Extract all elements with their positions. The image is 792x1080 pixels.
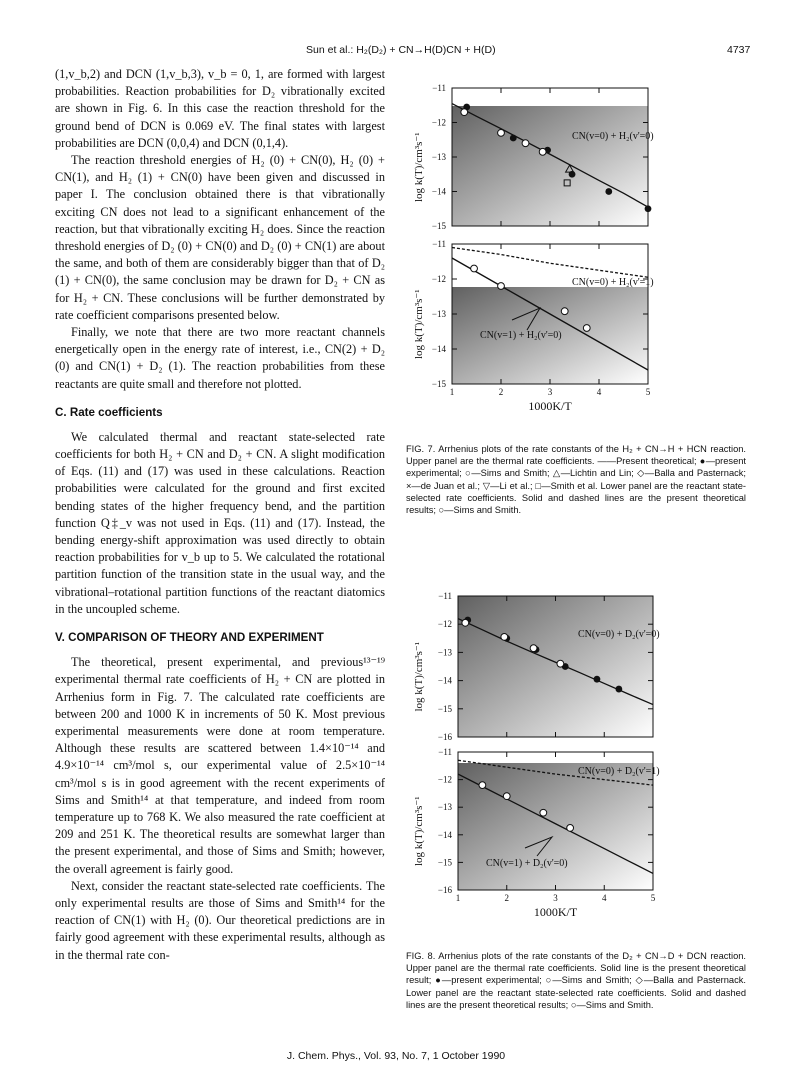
upper-panel-label: CN(v=0) + D₂(v'=0): [578, 629, 660, 640]
point-open-circle: [479, 782, 486, 789]
x-axis-label: 1000K/T: [528, 399, 572, 413]
figure-7-caption: FIG. 7. Arrhenius plots of the rate constants of the H₂ + CN→H + HCN reaction. Upper panel are the thermal rate coefficients. ——Present theoretical; ●—present experimental; ○—Sims and Smith; △—Lichtin and Lin; ◇—Balla and Pasternack; ×—de Juan et al.; ▽—Li et al.; □—Smith et al. Lower panel are the reactant state-selected rate coefficients. Solid and dashed lines are the present theoretical results; ○—Sims and Smith.: [406, 444, 746, 516]
point-open-circle: [540, 809, 547, 816]
point-filled-circle: [594, 676, 601, 683]
y-tick-label: −16: [437, 885, 452, 895]
y-tick-label: −12: [437, 619, 452, 630]
point-filled-circle: [615, 686, 622, 693]
figure-7-plot: [400, 82, 755, 434]
chart-panel-1: [432, 239, 654, 397]
chart-panel-1: [438, 747, 660, 903]
paragraph-1: (1,v_b,2) and DCN (1,v_b,3), v_b = 0, 1, are formed with largest probabilities. Reaction probabilities for D₂ vibrationally excited are shown in Fig. 6. In this case the reaction threshold for the ground bend of DCN is 0.069 eV. The final states with largest probabilities are DCN (0,0,4) and DCN (0,1,4).: [55, 67, 385, 150]
point-open-circle: [503, 793, 510, 800]
y-axis-label-lower: log k(T)/cm³s⁻¹: [413, 796, 425, 866]
figure-8-caption: FIG. 8. Arrhenius plots of the rate constants of the D₂ + CN→D + DCN reaction. Upper panel are the thermal rate coefficients. Solid line is the present theoretical result; ●—present experimental; ○—Sims and Smith; ◇—Balla and Pasternack. Lower panel are the reactant state-selected rate coefficients. Solid and dashed lines are the present theoretical results; ○—Sims and Smith.: [406, 951, 746, 1010]
y-tick-label: −15: [431, 379, 446, 389]
x-tick-label: 2: [498, 387, 504, 397]
lower-panel-label-bottom: CN(v=1) + H₂(v'=0): [480, 330, 562, 341]
y-tick-label: −13: [431, 309, 446, 319]
point-open-circle: [567, 825, 574, 832]
page-number: 4737: [727, 44, 751, 56]
chart-panel-0: [432, 83, 654, 231]
y-tick-label: −14: [431, 344, 446, 354]
x-tick-label: 4: [596, 387, 602, 397]
point-open-circle: [522, 140, 529, 147]
y-tick-label: −14: [437, 675, 452, 686]
page-footer: [0, 1050, 792, 1062]
y-tick-label: −13: [437, 647, 452, 658]
y-tick-label: −15: [431, 221, 446, 231]
point-open-circle: [471, 265, 478, 272]
point-open-circle: [501, 633, 508, 640]
x-tick-label: 1: [449, 387, 455, 397]
paragraph-2: The reaction threshold energies of H₂ (0) + CN(0), H₂ (0) + CN(1), and H₂ (1) + CN(0) have been given and discussed in paper I. The conclusion obtained there is that vibrationally exciting CN does not lead to a significant enhancement of the reaction, but that vibrationally exciting H₂ does. Since the reaction threshold energies of D₂ (0) + CN(0) and D₂ (0) + CN(1) are about the same, and both of them are considerably bigger than that of D₂ (1) + CN(0), the same conclusion may be drawn for D₂ + CN as for H₂ + CN. These conclusions will be further demonstrated by rate coefficient comparisons presented below.: [55, 153, 385, 322]
x-tick-label: 5: [645, 387, 651, 397]
chart-panel-0: [438, 591, 660, 742]
figure-8: [400, 590, 755, 932]
point-open-circle: [462, 619, 469, 626]
y-axis-label-lower: log k(T)/cm³s⁻¹: [413, 289, 425, 359]
section-v-heading: V. COMPARISON OF THEORY AND EXPERIMENT: [55, 631, 324, 645]
y-tick-label: −12: [437, 774, 452, 785]
section-c-paragraph: We calculated thermal and reactant state-selected rate coefficients for both H₂ + CN and D₂ + CN. A slight modification of Eqs. (11) and (17) was used in these calculations. Reaction probabilities were calculated for the ground and first excited bending states of the higher frequency bend, and the partition function Q‡_v was not used in Eqs. (11) and (17). Instead, the bending energy-shift approximation was used directly to obtain reaction probabilities for v_b up to 5. We calculated the rotational partition function of the transition state in the usual way, and the vibrational–rotational partition functions of the reactant diatomics in the uncoupled scheme.: [55, 429, 385, 616]
x-axis-label: 1000K/T: [533, 905, 578, 919]
section-v-paragraph-2: Next, consider the reactant state-selected rate coefficients. The only experimental results are those of Sims and Smith¹⁴ for the reaction of CN(1) with H₂ (0). Our theoretical predictions are in fairly good agreement with these experimental results, although as in the thermal rate con-: [55, 878, 385, 962]
running-title: Sun et al.: H₂(D₂) + CN→H(D)CN + H(D): [306, 44, 496, 56]
y-tick-label: −14: [431, 186, 446, 197]
y-tick-label: −13: [431, 152, 446, 162]
y-tick-label: −11: [432, 83, 446, 93]
lower-panel-label-top: CN(v=0) + D₂(v'=1): [578, 766, 660, 777]
point-open-circle: [539, 148, 546, 155]
section-c-heading: C. Rate coefficients: [55, 405, 163, 419]
shaded-region: [452, 106, 648, 226]
paragraph-3: Finally, we note that there are two more reactant channels energetically open in the energy rate of interest, i.e., CN(2) + D₂ (0) and CN(1) + D₂ (1). The reaction probabilities from these reactants are quite small and therefore not plotted.: [55, 325, 385, 391]
point-open-circle: [557, 660, 564, 667]
y-tick-label: −16: [437, 732, 452, 742]
y-tick-label: −15: [437, 857, 452, 868]
point-open-circle: [498, 283, 505, 290]
y-tick-label: −11: [438, 591, 452, 601]
journal-citation: J. Chem. Phys., Vol. 93, No. 7, 1 October 1990: [286, 1050, 506, 1062]
x-tick-label: 4: [602, 893, 607, 903]
x-tick-label: 3: [553, 893, 558, 903]
point-filled-circle: [510, 135, 517, 142]
y-tick-label: −15: [437, 703, 452, 714]
x-tick-label: 2: [504, 893, 509, 903]
point-open-circle: [498, 129, 505, 136]
upper-panel-label: CN(v=0) + H₂(v'=0): [572, 131, 654, 142]
x-tick-label: 5: [650, 893, 656, 903]
y-axis-label-upper: log k(T)/cm³s⁻¹: [413, 132, 425, 202]
point-open-circle: [530, 645, 537, 652]
shaded-region: [458, 596, 653, 737]
y-tick-label: −13: [437, 802, 452, 813]
point-filled-circle: [605, 188, 612, 195]
figure-7: [400, 82, 755, 434]
x-tick-label: 1: [455, 893, 461, 903]
y-tick-label: −14: [437, 829, 452, 840]
x-tick-label: 3: [547, 387, 553, 397]
y-tick-label: −12: [431, 117, 446, 128]
section-v-paragraph-1: The theoretical, present experimental, and previous¹³⁻¹⁹ experimental thermal rate coefficients of H₂ + CN are plotted in Arrhenius form in Fig. 7. The calculated rate coefficients are between 200 and 1000 K in increments of 50 K. Most previous experimental measurements were done at room temperature. Although these results are scattered between 1.4×10⁻¹⁴ and 4.9×10⁻¹⁴ cm³/mol s, our experimental value of 2.5×10⁻¹⁴ cm³/mol s is in good agreement with the recent experiments of Sims and Smith¹⁴ at that temperature, and indeed from room temperature up to 768 K. We also measured the rate coefficient at 209 and 251 K. The theoretical results are somewhat larger than the present experimental, and those of Sims and Smith; however, the overall agreement is fairly good.: [55, 655, 385, 876]
y-tick-label: −12: [431, 274, 446, 284]
y-axis-label-upper: log k(T)/cm³s⁻¹: [413, 641, 425, 712]
figure-8-plot: [400, 590, 755, 932]
series-line-0: [452, 248, 648, 278]
left-column: [55, 66, 385, 964]
lower-panel-label-bottom: CN(v=1) + D₂(v'=0): [486, 858, 568, 869]
point-open-circle: [561, 308, 568, 315]
point-open-circle: [461, 109, 468, 116]
point-filled-circle: [645, 205, 652, 212]
point-open-circle: [583, 325, 590, 332]
y-tick-label: −11: [432, 239, 446, 249]
y-tick-label: −11: [438, 747, 452, 757]
lower-panel-label-top: CN(v=0) + H₂(v'=1): [572, 277, 654, 288]
